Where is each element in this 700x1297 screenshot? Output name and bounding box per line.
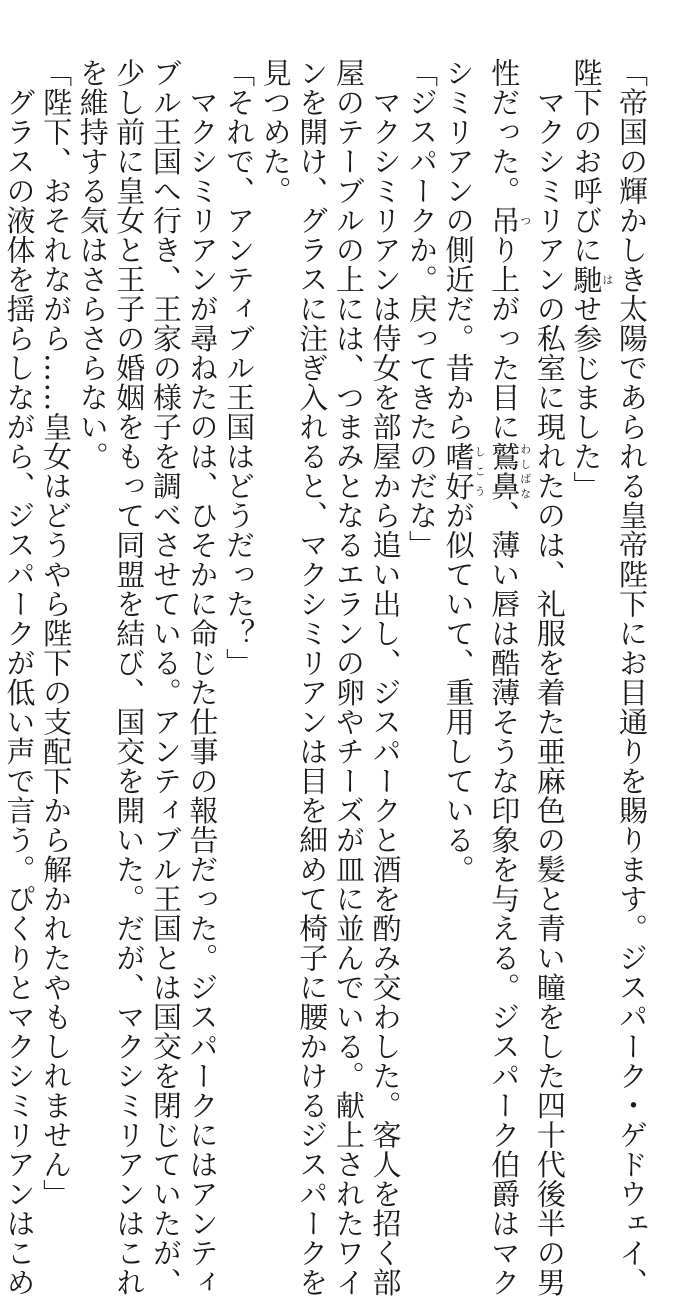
ruby-word [487,206,521,236]
text-segment: が似ていて、重用している。 [442,501,476,885]
text-line: 少し前に皇女と王子の婚姻をもって同盟を結び、国交を開いた。だが、マクシミリアンはこれ [111,58,148,958]
text-line: マクシミリアンの私室に現れたのは、礼服を着た亜麻色の髪と青い瞳をした四十代後半の男 [531,58,568,958]
text-line: マクシミリアンが尋ねたのは、ひそかに命じた仕事の報告だった。ジスパークにはアンティ [184,58,221,958]
text-line [568,58,614,958]
text-line: ンを開け、グラスに注ぎ入れると、マクシミリアンは目を細めて椅子に腰かけるジスパークを [294,58,331,958]
ruby-base: 馳 [569,265,603,295]
text-line: 屋のテーブルの上には、つまみとなるエランの卵やチーズが皿に並んでいる。献上されたワイ [330,58,367,958]
ruby-reading: わしばな [519,442,532,501]
text-segment: せ参じました」 [569,294,603,501]
text-line: を維持する気はさらさらない。 [74,58,111,958]
ruby-reading: しこう [473,442,486,501]
text-segment: 、薄い唇は酷薄そうな印象を与える。ジスパーク伯爵はマク [487,501,521,1297]
text-line: グラスの液体を揺らしながら、ジスパークが低い声で言う。ぴくりとマクシミリアンはこめ [1,58,38,958]
ruby-word [569,265,603,295]
text-line: 「ジスパークか。戻ってきたのだな」 [403,58,440,958]
text-segment: 陛下のお呼びに [569,58,603,265]
ruby-base: 鷲鼻 [487,442,521,501]
ruby-word [487,442,521,501]
text-segment: 性だった。 [487,58,521,206]
ruby-base: 嗜好 [442,442,476,501]
ruby-base: 吊 [487,206,521,236]
vertical-text-block [50,58,650,958]
text-line [440,58,486,958]
ruby-word [442,442,476,501]
text-line: ブル王国へ行き、王家の様子を調べさせている。アンティブル王国とは国交を閉じていたが、 [147,58,184,958]
text-line: 「それで、アンティブル王国はどうだった？」 [220,58,257,958]
text-line: 見つめた。 [257,58,294,958]
text-line [486,58,532,958]
ruby-reading: つ [519,206,532,236]
text-line: 「陛下、おそれながら……皇女はどうやら陛下の支配下から解かれたやもしれません」 [38,58,75,958]
text-line: 「帝国の輝かしき太陽であられる皇帝陛下にお目通りを賜ります。ジスパーク・ゲドウェイ、 [613,58,650,958]
text-segment: シミリアンの側近だ。昔から [442,58,476,442]
text-segment: り上がった目に [487,235,521,442]
text-line: マクシミリアンは侍女を部屋から追い出し、ジスパークと酒を酌み交わした。客人を招く部 [367,58,404,958]
ruby-reading: は [601,265,614,295]
